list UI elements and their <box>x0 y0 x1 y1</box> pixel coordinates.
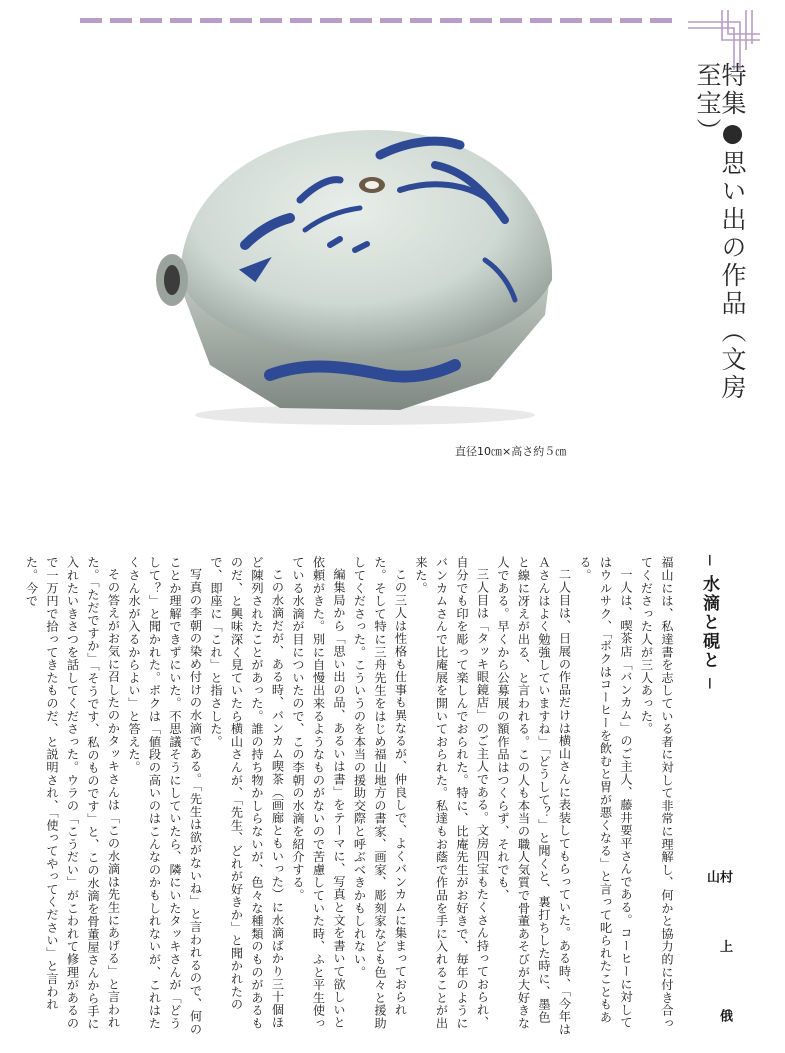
article-heading: ─ 水滴と硯と ─ <box>699 555 719 691</box>
corner-ornament <box>688 10 760 70</box>
photo-caption: 直径10㎝×高さ約５㎝ <box>455 445 567 458</box>
paragraph: 福山には、私達書を志している者に対して非常に理解し、何かと協力的に付き合ってくださった人が三人あった。 <box>639 556 674 1030</box>
paragraph: その答えがお気に召したのかタッキさんは「この水滴は先生にあげる」と言われた。「ただですか」「そうです、私のものです」と、この水滴を骨董屋さんから手に入れたいきさつを話してくださった。ウラの「こうだい」がこわれて修理があるので一万円で拾ってきたものだ、と説明され、「使ってやってください」と言われた。今で <box>24 556 121 1031</box>
feature-title: 特集●思い出の作品（文房至宝） <box>693 62 747 402</box>
article-body <box>24 556 677 1036</box>
paragraph: 編集局から「思い出の品、あるいは書」をテーマに、写真と文を書いて欲しいと依頼がきた。別に自慢出来るようなものがないので苦慮していた時、ふと平生使っている水滴が目についたので、この李朝の水滴を紹介する。 <box>291 556 346 1030</box>
paragraph: この水滴だが、ある時、バンカム喫茶（画廊ともいった）に水滴ばかり三十個ほど陳列されたことがあった。誰の持ち物かしらないが、色々な種類のものがあるものだ、と興味深く見ていたら横山さんが、「先生、どれが好きか」と聞かれたので、即座に「これ」と指さした。 <box>209 556 285 1030</box>
paragraph: この三人は性格も仕事も異なるが、仲良しで、よくバンカムに集まっておられた。そして特に三舟先生をはじめ福山地方の書家、画家、彫刻家なども色々と援助してくださった。こういうのを本当の援助交際と呼ぶべきかもしれない。 <box>352 556 408 1030</box>
paragraph: 一人は、喫茶店「バンカム」のご主人、藤井要平さんである。コーヒーに対してはウルサク、「ボクはコーヒーを飲むと胃が悪くなる」と言って叱られたこともある。 <box>578 556 633 1029</box>
paragraph: 写真の李朝の染め付けの水滴である。「先生は欲がないね」と言われるので、何のことか理解できずにいた。不思議そうにしていたら、隣にいたタッキさんが「どうして？」と聞かれた。ボクは「値段の高いのはこんなのかもしれないが、これはたくさん水が入るからよい」と答えた。 <box>127 556 203 1036</box>
water-dropper-photo <box>150 110 570 430</box>
top-dashed-border <box>80 18 680 23</box>
author-name: 村 上 俄 山 <box>704 870 732 1049</box>
paragraph: 二人目は、日展の作品だけは横山さんに表装してもらっていた。ある時、「今年はＡさんはよく勉強していますね」「どうして？」と聞くと、裏打ちした時に、墨色と線に冴えが出る、と言われる。この人も本当の職人気質で骨董あそびが大好きな人である。早くから公募展の額作品はつくらず、それでも、 <box>496 556 572 1036</box>
paragraph: 三人目は「タッキ眼鏡店」のご主人である。文房四宝もたくさん持っておられ、自分でも印を彫って楽しんでおられた。特に、比庵先生がお好きで、毎年のようにバンカムさんで比庵展を開いておられた。私達もお蔭で作品を手に入れることが出来た。 <box>414 556 490 1030</box>
